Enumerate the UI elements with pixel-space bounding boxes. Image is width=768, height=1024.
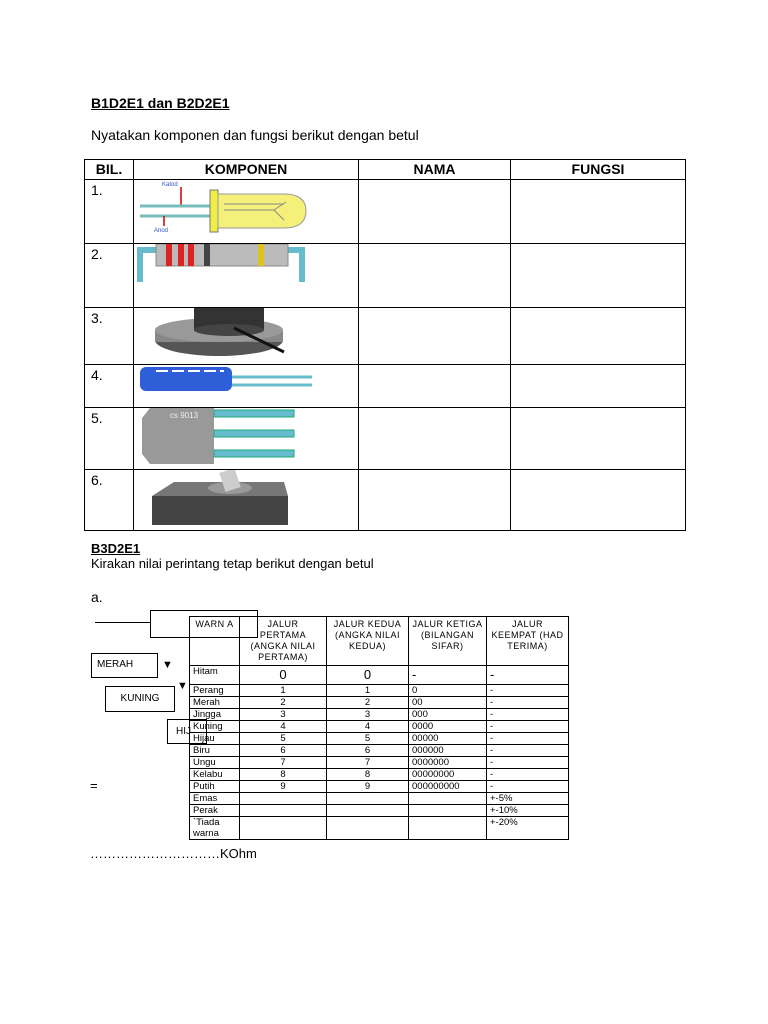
band1-value: 3: [240, 709, 327, 721]
led-picture: [134, 180, 359, 244]
colour-name: `Tiada warna: [190, 817, 240, 840]
band3-value: [409, 817, 487, 840]
colour-name: Emas: [190, 793, 240, 805]
band2-value: 6: [327, 745, 409, 757]
band4-value: +-20%: [487, 817, 569, 840]
table-header-row: [190, 617, 569, 666]
band2-value: 0: [327, 666, 409, 685]
colour-name: Perang: [190, 685, 240, 697]
colour-code-table: [189, 616, 569, 840]
row-number: 6.: [85, 470, 134, 531]
band1-value: 7: [240, 757, 327, 769]
switch-picture: [134, 470, 359, 531]
table-row: [190, 697, 569, 709]
row-number: 2.: [85, 244, 134, 308]
table-row: [190, 685, 569, 697]
band3-value: 0000: [409, 721, 487, 733]
band1-value: [240, 817, 327, 840]
colour-name: Biru: [190, 745, 240, 757]
band2-value: [327, 805, 409, 817]
header-bil: BIL.: [85, 160, 134, 180]
band1-value: [240, 805, 327, 817]
equals-sign: =: [90, 778, 98, 793]
row-number: 3.: [85, 308, 134, 365]
band1-value: 5: [240, 733, 327, 745]
colour-name: Hijau: [190, 733, 240, 745]
row-number: 5.: [85, 408, 134, 470]
header-jalur-ketiga: JALUR KETIGA (BILANGAN SIFAR): [409, 617, 487, 666]
fungsi-cell[interactable]: [511, 180, 686, 244]
nama-cell[interactable]: [359, 244, 511, 308]
band2-value: 8: [327, 769, 409, 781]
band2-value: 3: [327, 709, 409, 721]
resistor-picture: [134, 244, 359, 308]
band4-value: +-10%: [487, 805, 569, 817]
nama-cell[interactable]: [359, 470, 511, 531]
table-row: [190, 805, 569, 817]
band2-value: 5: [327, 733, 409, 745]
nama-cell[interactable]: [359, 408, 511, 470]
table-row: [190, 757, 569, 769]
table-row: [85, 308, 686, 365]
fungsi-cell[interactable]: [511, 244, 686, 308]
table-header-row: [85, 160, 686, 180]
header-fungsi: FUNGSI: [511, 160, 686, 180]
nama-cell[interactable]: [359, 308, 511, 365]
part-label: a.: [91, 589, 103, 605]
band2-value: 7: [327, 757, 409, 769]
band3-value: 00: [409, 697, 487, 709]
band3-value: [409, 793, 487, 805]
transistor-label: cs 9013: [170, 411, 199, 420]
nama-cell[interactable]: [359, 180, 511, 244]
band1-value: [240, 793, 327, 805]
band3-value: [409, 805, 487, 817]
band3-value: 0000000: [409, 757, 487, 769]
band2-value: 2: [327, 697, 409, 709]
components-table: [84, 159, 686, 531]
arrow-down-icon: ▼: [177, 680, 188, 692]
section1-title: B1D2E1 dan B2D2E1: [91, 95, 230, 111]
band2-value: 4: [327, 721, 409, 733]
colour-name: Kuning: [190, 721, 240, 733]
kuning-box: KUNING: [105, 686, 175, 712]
band3-value: 00000000: [409, 769, 487, 781]
colour-name: Merah: [190, 697, 240, 709]
band2-value: 9: [327, 781, 409, 793]
band4-value: -: [487, 697, 569, 709]
band4-value: -: [487, 733, 569, 745]
band1-value: 6: [240, 745, 327, 757]
table-row: [85, 180, 686, 244]
row-number: 1.: [85, 180, 134, 244]
fungsi-cell[interactable]: [511, 308, 686, 365]
capacitor-picture: [134, 365, 359, 408]
resistor-lead-line: [95, 622, 151, 623]
colour-name: Ungu: [190, 757, 240, 769]
band4-value: -: [487, 781, 569, 793]
band4-value: -: [487, 769, 569, 781]
table-row: [190, 793, 569, 805]
colour-name: Perak: [190, 805, 240, 817]
band4-value: -: [487, 757, 569, 769]
band4-value: +-5%: [487, 793, 569, 805]
header-warna: WARN A: [190, 617, 240, 666]
fungsi-cell[interactable]: [511, 365, 686, 408]
band3-value: 00000: [409, 733, 487, 745]
table-row: [85, 365, 686, 408]
table-row: [190, 666, 569, 685]
band1-value: 1: [240, 685, 327, 697]
band1-value: 4: [240, 721, 327, 733]
header-jalur-kedua: JALUR KEDUA (ANGKA NILAI KEDUA): [327, 617, 409, 666]
table-row: [190, 733, 569, 745]
band1-value: 2: [240, 697, 327, 709]
band1-value: 9: [240, 781, 327, 793]
band4-value: -: [487, 745, 569, 757]
header-jalur-pertama: JALUR PERTAMA (ANGKA NILAI PERTAMA): [240, 617, 327, 666]
band4-value: -: [487, 709, 569, 721]
header-jalur-keempat: JALUR KEEMPAT (HAD TERIMA): [487, 617, 569, 666]
fungsi-cell[interactable]: [511, 470, 686, 531]
band4-value: -: [487, 666, 569, 685]
header-nama: NAMA: [359, 160, 511, 180]
table-row: [85, 408, 686, 470]
table-row: [190, 709, 569, 721]
transistor-picture: [134, 408, 359, 470]
row-number: 4.: [85, 365, 134, 408]
section1-instruction: Nyatakan komponen dan fungsi berikut dengan betul: [91, 127, 419, 143]
hijau-box: HIJ: [167, 719, 207, 744]
answer-line[interactable]: …………………………KOhm: [90, 846, 257, 861]
fungsi-cell[interactable]: [511, 408, 686, 470]
arrow-down-icon: ▼: [162, 659, 173, 671]
band3-value: -: [409, 666, 487, 685]
band1-value: 8: [240, 769, 327, 781]
table-row: [190, 721, 569, 733]
colour-name: Kelabu: [190, 769, 240, 781]
nama-cell[interactable]: [359, 365, 511, 408]
buzzer-picture: [134, 308, 359, 365]
section2-title: B3D2E1: [91, 541, 141, 556]
band2-value: [327, 817, 409, 840]
merah-box: MERAH: [91, 653, 158, 678]
table-row: [190, 817, 569, 840]
header-komponen: KOMPONEN: [134, 160, 359, 180]
band4-value: -: [487, 685, 569, 697]
band3-value: 000: [409, 709, 487, 721]
table-row: [190, 745, 569, 757]
band1-value: 0: [240, 666, 327, 685]
table-row: [85, 244, 686, 308]
band2-value: [327, 793, 409, 805]
colour-name: Jingga: [190, 709, 240, 721]
anod-label: Anod: [154, 228, 169, 234]
colour-name: Hitam: [190, 666, 240, 685]
table-row: [190, 769, 569, 781]
section2-instruction: Kirakan nilai perintang tetap berikut dengan betul: [91, 556, 374, 571]
band3-value: 000000000: [409, 781, 487, 793]
band3-value: 000000: [409, 745, 487, 757]
table-row: [85, 470, 686, 531]
table-row: [190, 781, 569, 793]
katod-label: Katod: [162, 182, 178, 188]
colour-name: Putih: [190, 781, 240, 793]
band2-value: 1: [327, 685, 409, 697]
band4-value: -: [487, 721, 569, 733]
band3-value: 0: [409, 685, 487, 697]
